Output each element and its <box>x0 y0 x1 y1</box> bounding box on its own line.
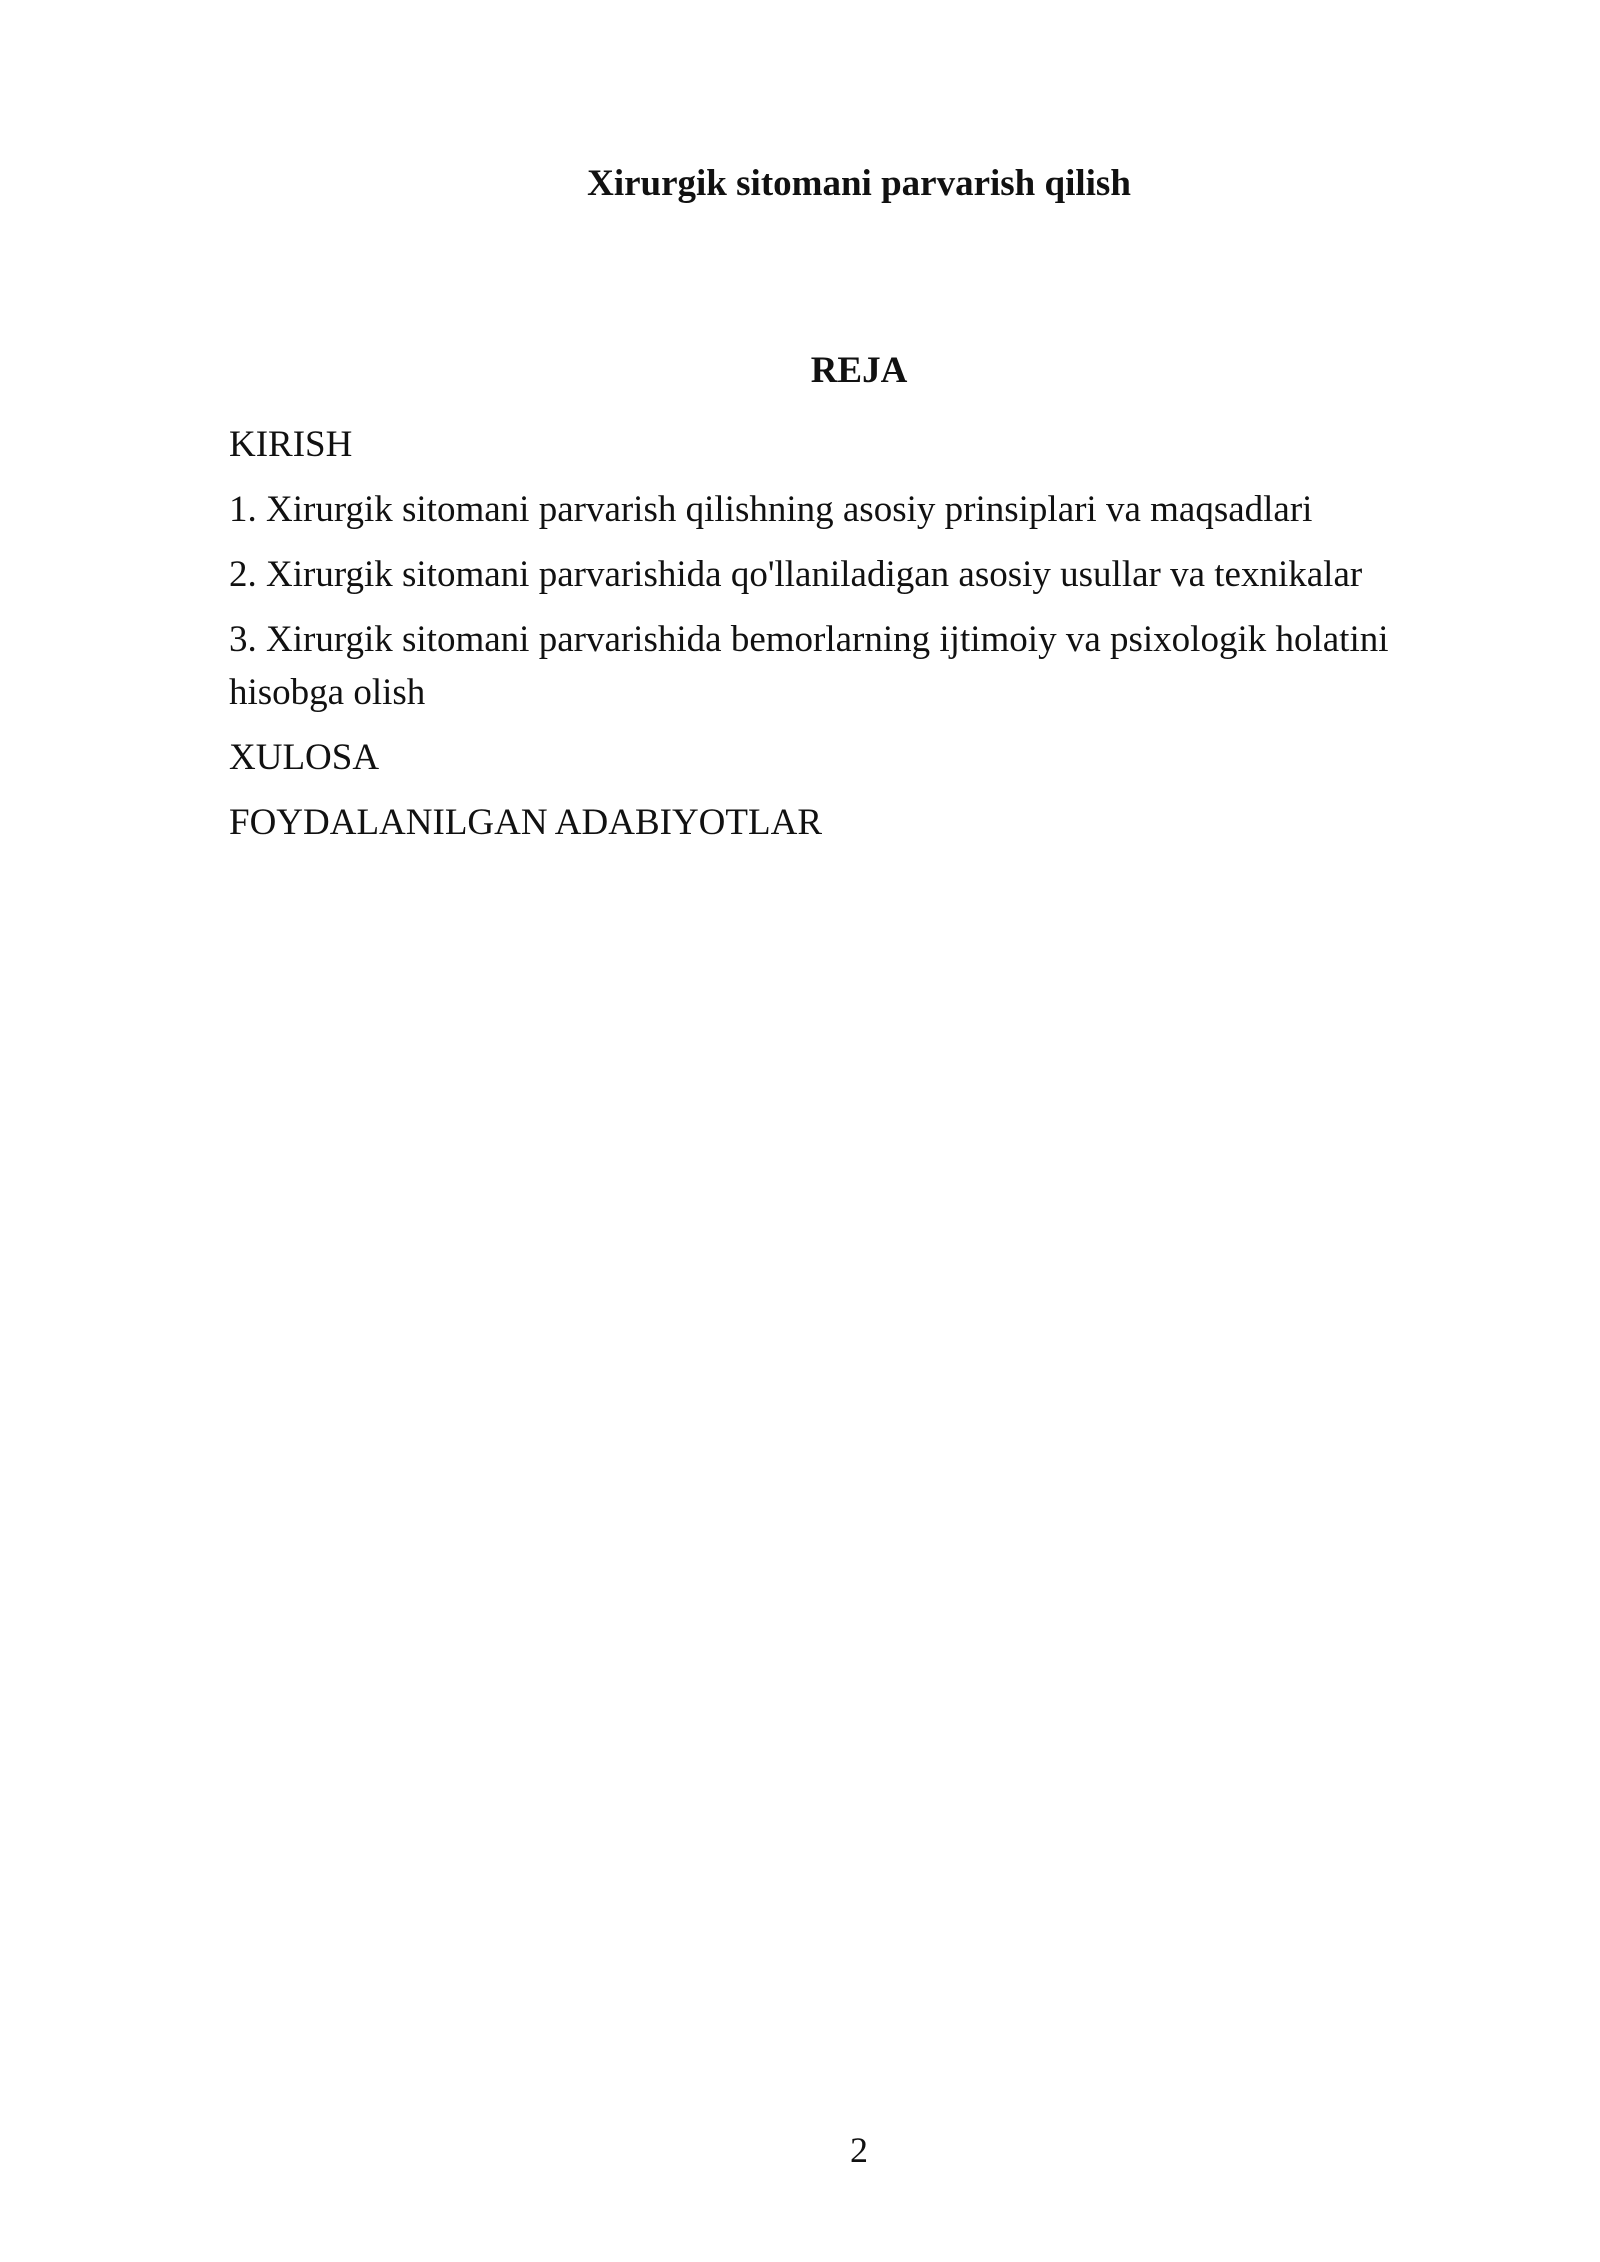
document-title: Xirurgik sitomani parvarish qilish <box>587 163 1131 204</box>
toc-item-introduction: KIRISH <box>229 424 353 465</box>
page-number: 2 <box>850 2130 868 2170</box>
toc-item-section-2: 2. Xirurgik sitomani parvarishida qo'llaniladigan asosiy usullar va texnikalar <box>229 554 1363 595</box>
toc-item-section-3: 3. Xirurgik sitomani parvarishida bemorlarning ijtimoiy va psixologik holatini hisobga olish <box>229 619 1389 713</box>
table-of-contents <box>229 418 1429 861</box>
toc-item-section-1: 1. Xirurgik sitomani parvarish qilishning asosiy prinsiplari va maqsadlari <box>229 489 1313 530</box>
toc-item-conclusion: XULOSA <box>229 737 380 778</box>
toc-item-references: FOYDALANILGAN ADABIYOTLAR <box>229 802 822 843</box>
plan-heading: REJA <box>810 350 908 391</box>
